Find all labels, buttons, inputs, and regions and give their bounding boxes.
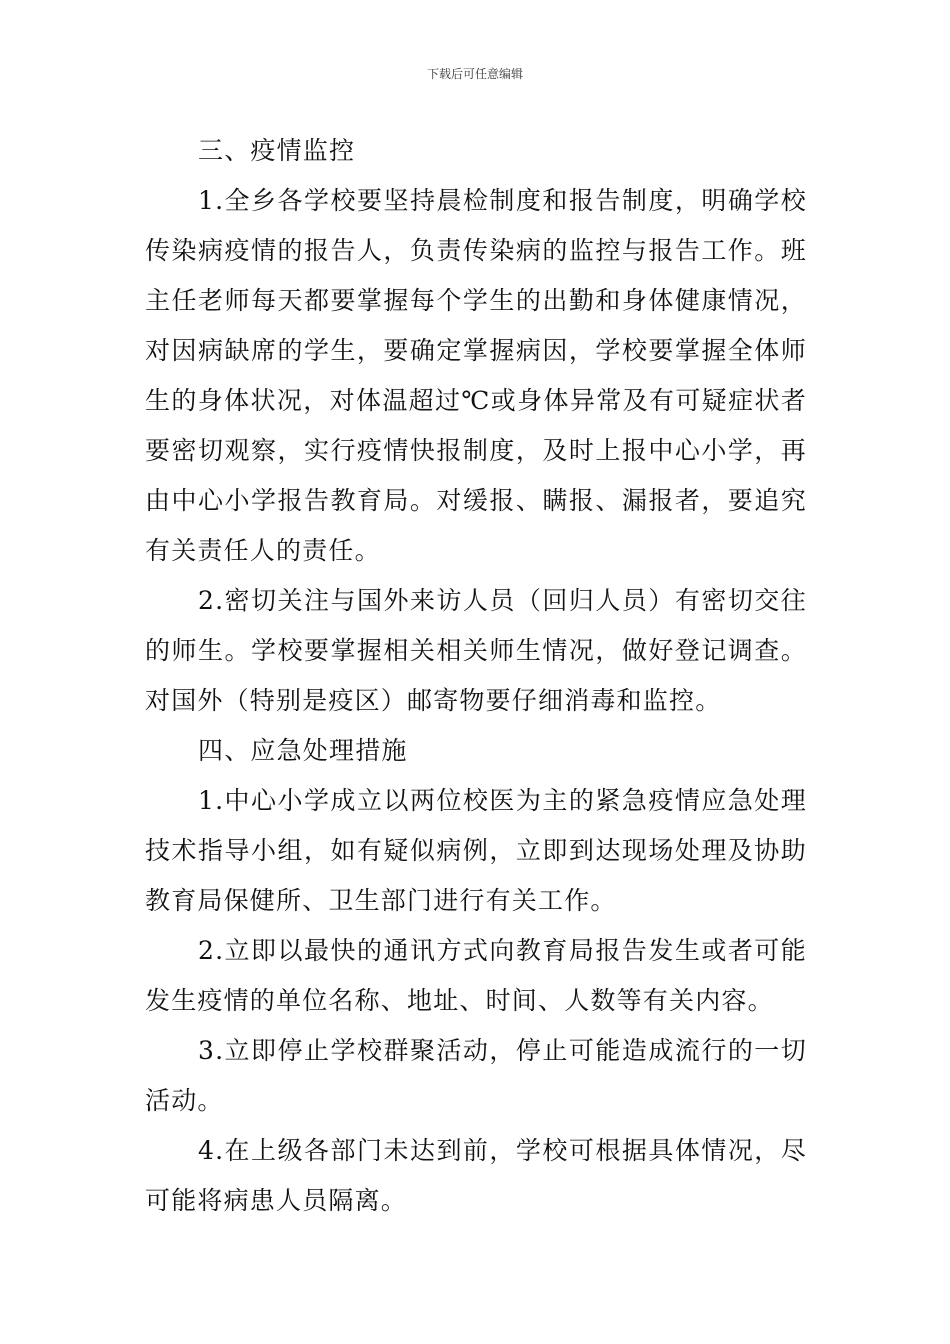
paragraph-monitoring-item-2: 2.密切关注与国外来访人员（回归人员）有密切交往的师生。学校要掌握相关相关师生情况，做好登记调查。对国外（特别是疫区）邮寄物要仔细消毒和监控。 <box>145 586 807 715</box>
page-header: 下载后可任意编辑 <box>426 67 523 81</box>
paragraph-emergency-item-4: 4.在上级各部门未达到前，学校可根据具体情况，尽可能将病患人员隔离。 <box>145 1136 807 1215</box>
section-heading-epidemic-monitoring: 三、疫情监控 <box>198 136 356 165</box>
paragraph-emergency-item-1: 1.中心小学成立以两位校医为主的紧急疫情应急处理技术指导小组，如有疑似病例，立即到达现场处理及协助教育局保健所、卫生部门进行有关工作。 <box>145 786 807 915</box>
section-heading-emergency-measures: 四、应急处理措施 <box>198 736 408 765</box>
paragraph-emergency-item-3: 3.立即停止学校群聚活动，停止可能造成流行的一切活动。 <box>145 1036 807 1115</box>
paragraph-emergency-item-2: 2.立即以最快的通讯方式向教育局报告发生或者可能发生疫情的单位名称、地址、时间、人数等有关内容。 <box>145 936 807 1015</box>
document-body <box>145 126 807 1226</box>
paragraph-monitoring-item-1: 1.全乡各学校要坚持晨检制度和报告制度，明确学校传染病疫情的报告人，负责传染病的监控与报告工作。班主任老师每天都要掌握每个学生的出勤和身体健康情况，对因病缺席的学生，要确定掌握病因，学校要掌握全体师生的身体状况，对体温超过℃或身体异常及有可疑症状者要密切观察，实行疫情快报制度，及时上报中心小学，再由中心小学报告教育局。对缓报、瞒报、漏报者，要追究有关责任人的责任。 <box>145 186 807 565</box>
